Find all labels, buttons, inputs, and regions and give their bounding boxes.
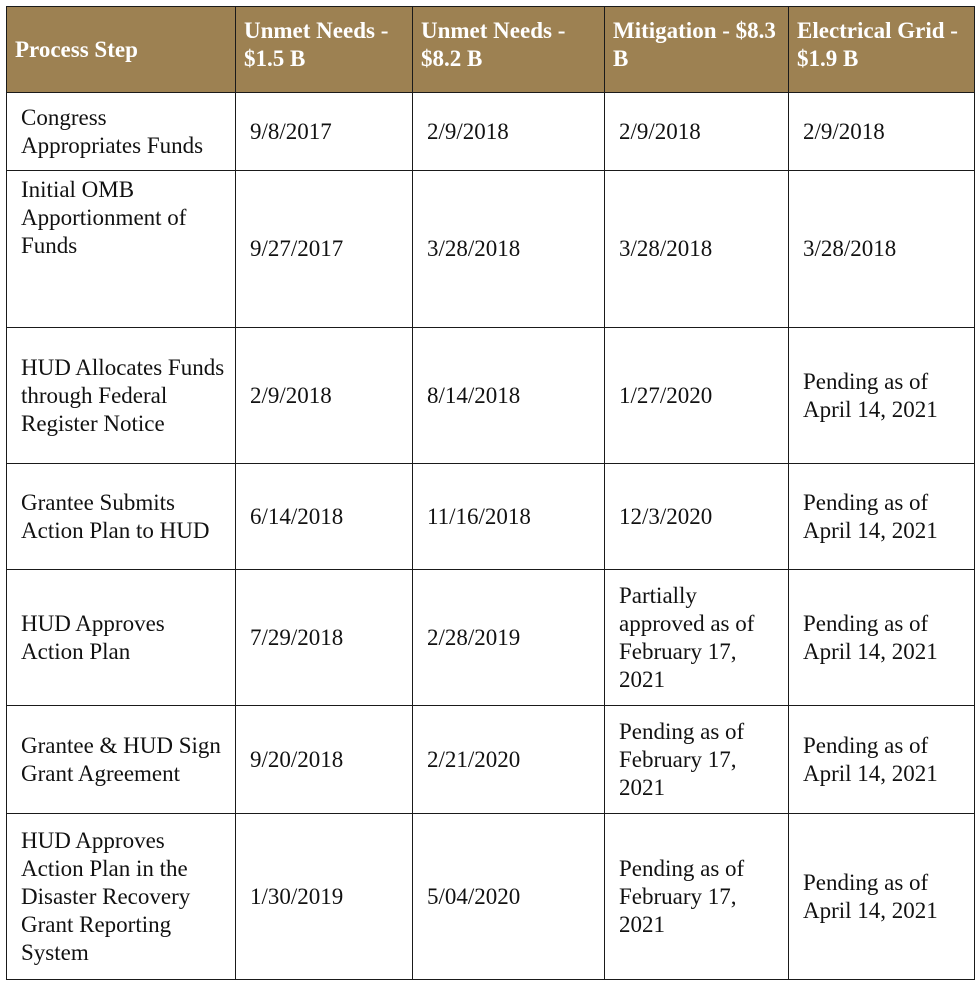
table-row: [7, 93, 975, 171]
table-cell: 11/16/2018: [413, 464, 605, 570]
table-cell: 2/9/2018: [236, 328, 413, 464]
header-process-step: Process Step: [7, 7, 236, 93]
table-cell: 2/28/2019: [413, 570, 605, 706]
table-row: [7, 814, 975, 980]
process-step-cell: HUD Allocates Funds through Federal Register Notice: [7, 328, 236, 464]
process-step-cell: HUD Approves Action Plan in the Disaster Recovery Grant Reporting System: [7, 814, 236, 980]
table-cell: 1/30/2019: [236, 814, 413, 980]
header-row: [7, 7, 975, 93]
table-row: [7, 328, 975, 464]
process-step-cell: Congress Appropriates Funds: [7, 93, 236, 171]
table-cell: 6/14/2018: [236, 464, 413, 570]
table-cell: 8/14/2018: [413, 328, 605, 464]
table-cell: 12/3/2020: [605, 464, 789, 570]
table-cell: Pending as of April 14, 2021: [789, 814, 975, 980]
header-unmet-needs-8-2b: Unmet Needs - $8.2 B: [413, 7, 605, 93]
table-cell: 1/27/2020: [605, 328, 789, 464]
table-cell: 2/9/2018: [413, 93, 605, 171]
header-mitigation-8-3b: Mitigation - $8.3 B: [605, 7, 789, 93]
process-step-cell: HUD Approves Action Plan: [7, 570, 236, 706]
table-cell: Pending as of February 17, 2021: [605, 706, 789, 814]
table-cell: 9/8/2017: [236, 93, 413, 171]
table-cell: Pending as of April 14, 2021: [789, 464, 975, 570]
table-row: [7, 706, 975, 814]
table-cell: 9/20/2018: [236, 706, 413, 814]
table-cell: 5/04/2020: [413, 814, 605, 980]
table-cell: Pending as of April 14, 2021: [789, 328, 975, 464]
table-row: [7, 570, 975, 706]
header-electrical-grid-1-9b: Electrical Grid - $1.9 B: [789, 7, 975, 93]
table-cell: Partially approved as of February 17, 2021: [605, 570, 789, 706]
table-cell: 2/21/2020: [413, 706, 605, 814]
header-unmet-needs-1-5b: Unmet Needs - $1.5 B: [236, 7, 413, 93]
table-row: [7, 464, 975, 570]
table-row: [7, 171, 975, 328]
process-step-cell: Grantee & HUD Sign Grant Agreement: [7, 706, 236, 814]
process-step-timeline-table: [6, 6, 975, 980]
table-cell: Pending as of April 14, 2021: [789, 570, 975, 706]
table-cell: 3/28/2018: [789, 171, 975, 328]
table-cell: 3/28/2018: [413, 171, 605, 328]
table-cell: 9/27/2017: [236, 171, 413, 328]
table-cell: Pending as of February 17, 2021: [605, 814, 789, 980]
table-cell: 3/28/2018: [605, 171, 789, 328]
table-cell: 2/9/2018: [789, 93, 975, 171]
table-cell: 7/29/2018: [236, 570, 413, 706]
table-cell: 2/9/2018: [605, 93, 789, 171]
table-cell: Pending as of April 14, 2021: [789, 706, 975, 814]
process-step-cell: Initial OMB Apportionment of Funds: [7, 171, 236, 328]
process-step-cell: Grantee Submits Action Plan to HUD: [7, 464, 236, 570]
